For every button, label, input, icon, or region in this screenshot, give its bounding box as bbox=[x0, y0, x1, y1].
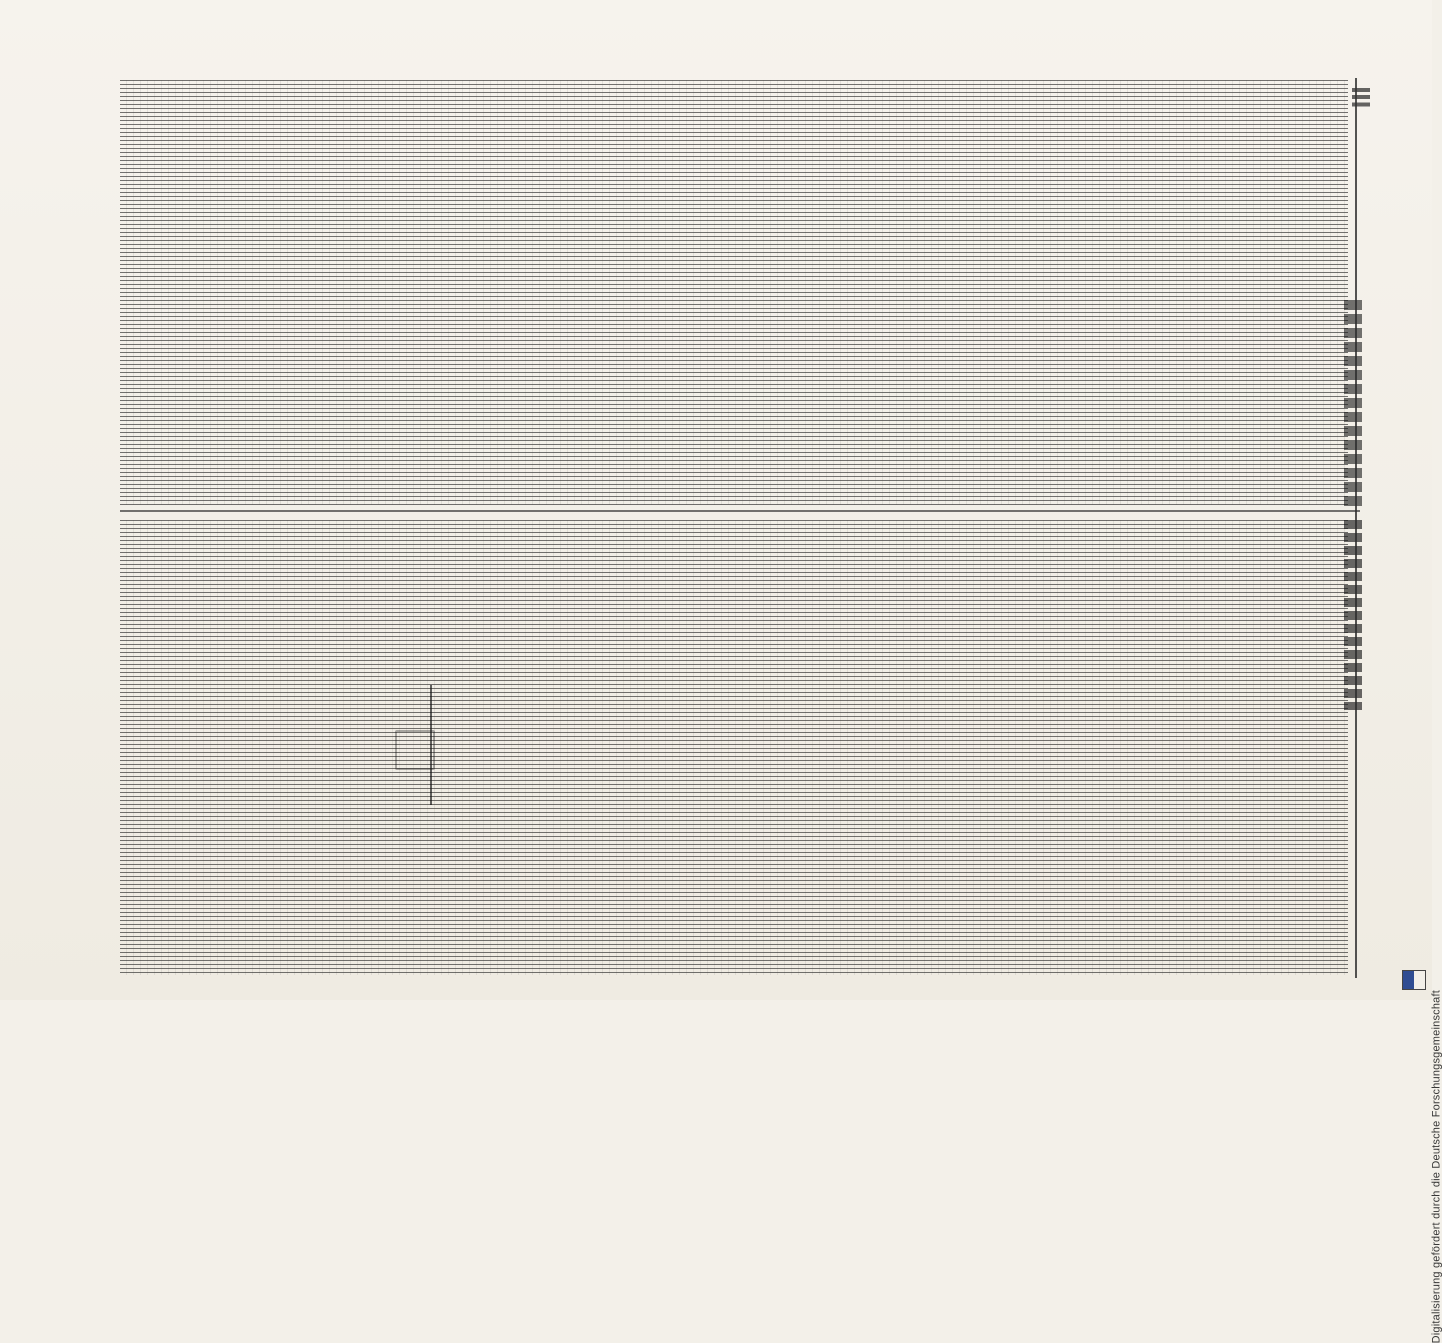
digitalization-credit: Digitalisierung gefördert durch die Deutsche Forschungsgemeinschaft bbox=[1430, 990, 1442, 1343]
text-column-right bbox=[120, 520, 1348, 975]
dfg-logo bbox=[1402, 970, 1426, 990]
text-column-left bbox=[120, 80, 1348, 505]
page-number bbox=[1352, 88, 1370, 128]
section-marker bbox=[395, 730, 435, 770]
column-divider bbox=[120, 510, 1360, 512]
